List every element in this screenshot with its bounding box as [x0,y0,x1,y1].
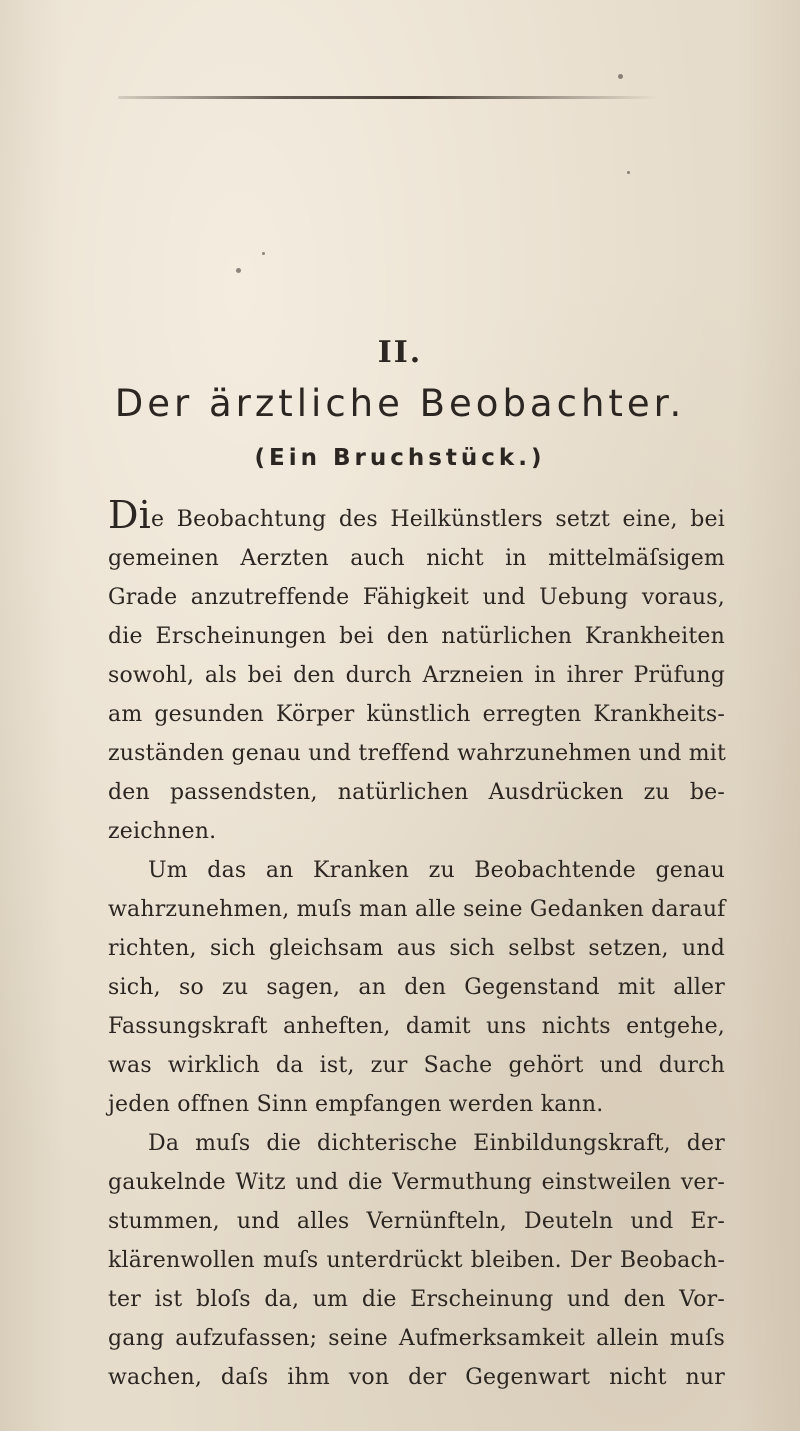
chapter-number: II. [377,335,423,370]
text-line: am gesunden Körper künstlich erregten Krankheits- [108,702,725,727]
paragraph-start-line: Um das an Kranken zu Beobachtende genau [148,858,725,883]
text-line: richten, sich gleichsam aus sich selbst setzen, und [108,936,725,961]
chapter-subtitle: (Ein Bruchstück.) [254,445,546,471]
text-line: gemeinen Aerzten auch nicht in mittelmäſsigem [108,546,725,571]
text-line: jeden offnen Sinn empfangen werden kann. [108,1092,604,1117]
text-line: gaukelnde Witz und die Vermuthung einstweilen ver- [108,1170,725,1195]
text-line: sich, so zu sagen, an den Gegenstand mit aller [108,975,725,1000]
paper-speck [618,74,623,79]
text-line: Grade anzutreffende Fähigkeit und Uebung voraus, [108,585,725,610]
drop-cap: Di [108,493,152,537]
text-line: zuständen genau und treffend wahrzunehmen und mit [108,741,727,766]
header-rule [118,96,658,99]
text-line: den passendsten, natürlichen Ausdrücken zu be- [108,780,725,805]
paper-speck [627,171,630,174]
text-line: sowohl, als bei den durch Arzneien in ihrer Prüfung [108,663,725,688]
body-text [108,493,727,1397]
text-line: was wirklich da ist, zur Sache gehört und durch [108,1053,725,1078]
text-line: klärenwollen muſs unterdrückt bleiben. Der Beobach- [108,1248,725,1273]
text-line: die Erscheinungen bei den natürlichen Krankheiten [108,624,725,649]
text-line: gang aufzufassen; seine Aufmerksamkeit allein muſs [108,1326,725,1351]
text-line: Fassungskraft anheften, damit uns nichts entgehe, [108,1014,725,1039]
paper-speck [262,252,265,255]
paper-speck [236,268,241,273]
first-line-text: e Beobachtung des Heilkünstlers setzt eine, bei [151,507,725,532]
text-line: ter ist bloſs da, um die Erscheinung und den Vor- [108,1287,725,1312]
text-line: wachen, daſs ihm von der Gegenwart nicht nur [108,1365,725,1390]
text-line: zeichnen. [108,819,217,844]
text-line: stummen, und alles Vernünfteln, Deuteln und Er- [108,1209,725,1234]
text-line [108,493,725,539]
text-line: wahrzunehmen, muſs man alle seine Gedanken darauf [108,897,726,922]
chapter-title: Der ärztliche Beobachter. [114,382,686,425]
paragraph-start-line: Da muſs die dichterische Einbildungskraft, der [148,1131,725,1156]
